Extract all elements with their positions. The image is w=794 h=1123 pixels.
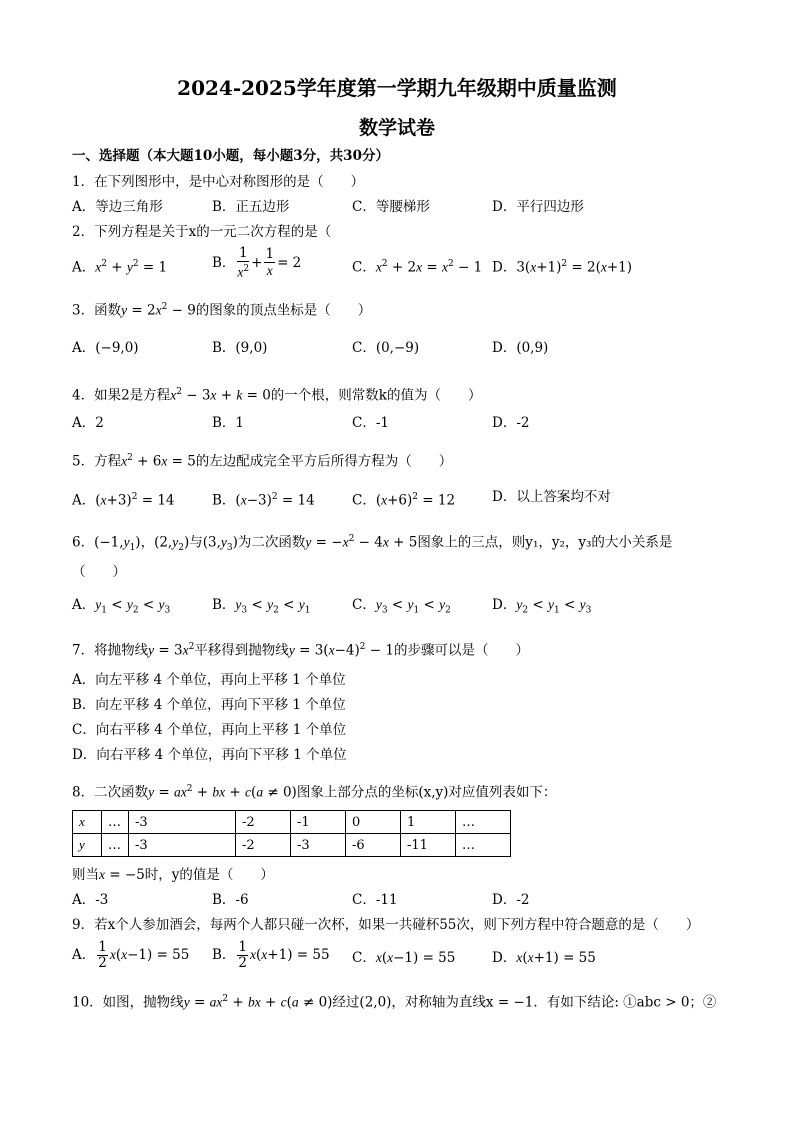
q7-option-b: B．向左平移 4 个单位，再向下平移 1 个单位 — [72, 697, 346, 713]
table-cell: … — [456, 834, 511, 857]
q3-option-c: C．(0,−9) — [352, 340, 420, 356]
q4-option-c: C．-1 — [352, 415, 389, 431]
q3-option-a: A．(−9,0) — [72, 340, 139, 356]
q3-option-b: B．(9,0) — [212, 340, 268, 356]
q6-option-b: B．$y_3 < y_2 < y_1$ — [212, 597, 311, 616]
q4-option-b: B．1 — [212, 415, 245, 431]
q9-option-c: C．x(x−1) = 55 — [352, 950, 456, 966]
question-10-stem: 10．如图，抛物线$y = ax^2$ + bx + c(a ≠ 0)经过(2,0)，对称轴为直线x = −1．有如下结论: ①abc > 0；② — [72, 994, 717, 1011]
q2-option-a: A．$x^2 + y^2 = 1$ — [72, 259, 168, 276]
q1-option-b: B．正五边形 — [212, 199, 290, 215]
table-row-x — [73, 811, 511, 834]
table-row-y — [73, 834, 511, 857]
table-cell: -2 — [236, 834, 291, 857]
q8-option-a: A．-3 — [72, 892, 109, 908]
question-9-stem: 9．若x个人参加酒会，每两个人都只碰一次杯，如果一共碰杯55次，则下列方程中符合题意的是（ ） — [72, 917, 700, 933]
q6-option-a: A．$y_1 < y_2 < y_3$ — [72, 597, 171, 616]
q2-option-b: B． $\frac{1}{x^2}$ + $\frac{1}{x}$ = 2 — [212, 245, 302, 280]
q7-option-c: C．向右平移 4 个单位，再向上平移 1 个单位 — [72, 722, 347, 738]
q6-option-c: C．$y_3 < y_1 < y_2$ — [352, 597, 451, 616]
q5-option-d: D．以上答案均不对 — [492, 489, 611, 505]
table-cell: -3 — [129, 811, 236, 834]
question-8-stem: 8．二次函数$y = ax^2$ + bx + c(a ≠ 0)图象上部分点的坐标(x,y)对应值列表如下： — [72, 784, 557, 801]
question-7-stem: 7．将抛物线$y = 3x^2$平移得到抛物线$y = 3(x-4)^2 - 1$的步骤可以是（ ） — [72, 642, 529, 659]
table-cell: -11 — [401, 834, 456, 857]
q2-option-d: D．$3(x+1)^2 = 2(x+1)$ — [492, 259, 633, 276]
q9-option-d: D．x(x+1) = 55 — [492, 950, 596, 966]
question-3-stem: 3．函数$y = 2x^2 - 9$的图象的顶点坐标是（ ） — [72, 302, 372, 319]
table-cell: … — [102, 811, 129, 834]
q1-option-c: C．等腰梯形 — [352, 199, 430, 215]
q4-option-d: D．-2 — [492, 415, 530, 431]
q1-option-d: D．平行四边形 — [492, 199, 584, 215]
table-cell: x — [73, 811, 102, 834]
q7-option-a: A．向左平移 4 个单位，再向上平移 1 个单位 — [72, 672, 346, 688]
q8-option-c: C．-11 — [352, 892, 398, 908]
q3-option-d: D．(0,9) — [492, 340, 549, 356]
question-6-stem: 6．$(-1,y_1)$，$(2,y_2)$与$(3,y_3)$为二次函数$y = -x^2 - 4x + 5$图象上的三点，则y₁，y₂，y₃的大小关系是 — [72, 534, 673, 554]
q7-option-d: D．向右平移 4 个单位，再向下平移 1 个单位 — [72, 747, 347, 763]
q5-option-b: B．$(x-3)^2 = 14$ — [212, 492, 315, 509]
table-cell: 0 — [346, 811, 401, 834]
exam-title: 2024-2025学年度第一学期九年级期中质量监测 — [177, 76, 617, 100]
q8-option-d: D．-2 — [492, 892, 530, 908]
question-5-stem: 5．方程$x^2 + 6x = 5$的左边配成完全平方后所得方程为（ ） — [72, 453, 453, 470]
table-cell: -3 — [129, 834, 236, 857]
q5-option-a: A．$(x+3)^2 = 14$ — [72, 492, 175, 509]
table-cell: … — [456, 811, 511, 834]
values-table — [72, 810, 511, 857]
table-cell: -1 — [291, 811, 346, 834]
table-cell: -2 — [236, 811, 291, 834]
question-2-stem: 2．下列方程是关于x的一元二次方程的是（ — [72, 224, 332, 240]
q2-option-c: C．$x^2 + 2x = x^2 - 1$ — [352, 259, 483, 276]
q6-option-d: D．$y_2 < y_1 < y_3$ — [492, 597, 592, 616]
q9-option-a: A． $\frac{1}{2}$ x(x−1) = 55 — [72, 939, 190, 971]
q5-option-c: C．$(x+6)^2 = 12$ — [352, 492, 456, 509]
question-4-stem: 4．如果2是方程$x^2 - 3x + k = 0$的一个根，则常数k的值为（ ） — [72, 387, 482, 404]
table-cell: 1 — [401, 811, 456, 834]
q8-option-b: B．-6 — [212, 892, 249, 908]
exam-subtitle: 数学试卷 — [358, 117, 435, 139]
question-1-stem: 1．在下列图形中，是中心对称图形的是（ ） — [72, 174, 365, 190]
q4-option-a: A．2 — [72, 415, 104, 431]
table-cell: y — [73, 834, 102, 857]
section-heading: 一、选择题（本大题10小题，每小题3分，共30分） — [72, 148, 389, 164]
question-6-paren: （ ） — [72, 564, 126, 580]
q9-option-b: B． $\frac{1}{2}$ x(x+1) = 55 — [212, 939, 330, 971]
table-cell: -6 — [346, 834, 401, 857]
table-cell: -3 — [291, 834, 346, 857]
question-8-followup: 则当x = −5时，y的值是（ ） — [72, 867, 274, 883]
q1-option-a: A．等边三角形 — [72, 199, 163, 215]
table-cell: … — [102, 834, 129, 857]
